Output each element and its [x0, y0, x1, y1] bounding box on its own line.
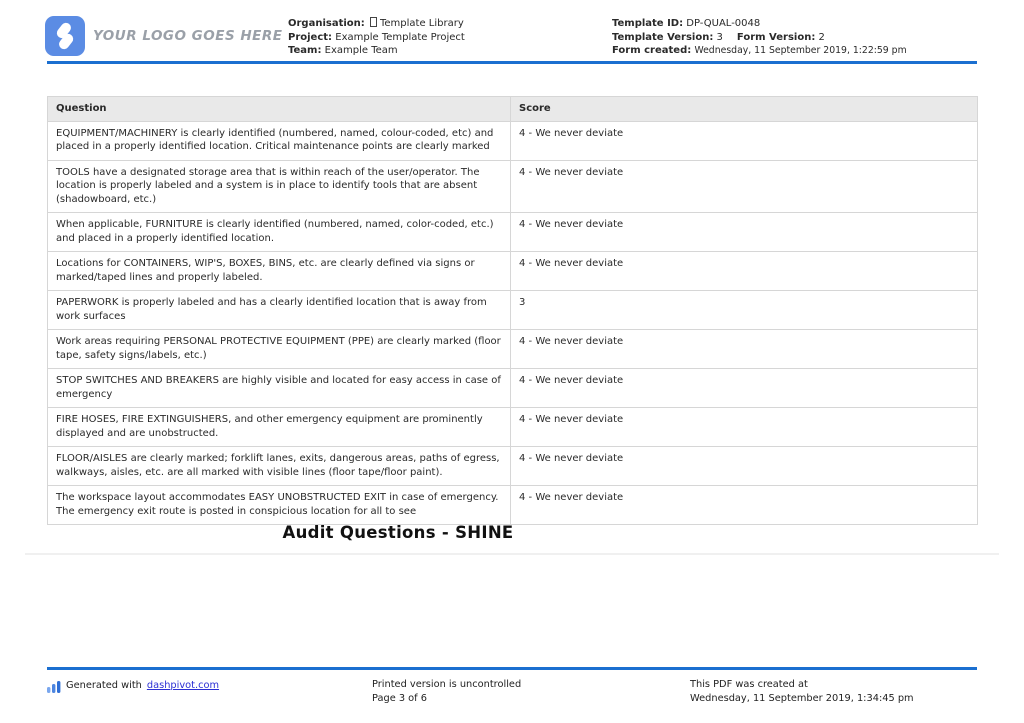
page-number-text: Page 3 of 6 — [372, 693, 427, 704]
organisation-label: Organisation: — [288, 18, 365, 29]
score-cell: 4 - We never deviate — [511, 252, 978, 291]
table-row — [48, 447, 978, 486]
project-line — [288, 31, 465, 45]
logo — [45, 16, 283, 56]
question-cell: PAPERWORK is properly labeled and has a clearly identified location that is away from work surfaces — [48, 291, 511, 330]
team-label: Team: — [288, 45, 322, 56]
team-value: Example Team — [324, 45, 398, 56]
project-value: Example Template Project — [335, 31, 465, 43]
generated-with-text: Generated with — [66, 680, 142, 691]
header-template-info — [612, 17, 907, 58]
dashpivot-link[interactable]: dashpivot.com — [146, 680, 220, 691]
table-row — [48, 291, 978, 330]
footer-generated — [47, 679, 219, 693]
question-cell: TOOLS have a designated storage area that is within reach of the user/operator. The location is properly labeled and a system is in place to identify tools that are absent (shadowboard, etc.) — [48, 160, 511, 213]
template-id-value: DP-QUAL-0048 — [686, 18, 761, 29]
logo-placeholder-text: YOUR LOGO GOES HERE — [93, 28, 283, 44]
section-title: Audit Questions - SHINE — [282, 523, 514, 542]
table-row — [48, 486, 978, 525]
bar-chart-icon — [47, 680, 61, 693]
table-row — [48, 213, 978, 252]
missing-character-box — [370, 17, 377, 27]
form-created-line — [612, 44, 907, 58]
template-version-label: Template Version: — [612, 31, 714, 43]
table-row — [48, 121, 978, 160]
pdf-created-label: This PDF was created at — [690, 679, 808, 690]
question-cell: Locations for CONTAINERS, WIP'S, BOXES, BINS, etc. are clearly defined via signs or marked/taped lines and properly labeled. — [48, 252, 511, 291]
footer-rule — [47, 667, 977, 670]
pdf-created-timestamp: Wednesday, 11 September 2019, 1:34:45 pm — [690, 693, 914, 704]
audit-questions-table — [47, 96, 978, 525]
form-created-value: Wednesday, 11 September 2019, 1:22:59 pm — [694, 45, 907, 56]
table-row — [48, 369, 978, 408]
template-version-value: 3 — [716, 31, 723, 43]
section-divider — [25, 553, 999, 555]
template-id-line — [612, 17, 907, 31]
header-project-info — [288, 17, 465, 58]
versions-line — [612, 31, 907, 45]
template-id-label: Template ID: — [612, 18, 684, 29]
question-cell: STOP SWITCHES AND BREAKERS are highly visible and located for easy access in case of emergency — [48, 369, 511, 408]
score-cell: 4 - We never deviate — [511, 486, 978, 525]
table-row — [48, 160, 978, 213]
question-cell: When applicable, FURNITURE is clearly identified (numbered, named, color-coded, etc.) and placed in a properly identified location. — [48, 213, 511, 252]
question-cell: FIRE HOSES, FIRE EXTINGUISHERS, and other emergency equipment are prominently displayed and are unobstructed. — [48, 408, 511, 447]
logo-icon — [45, 16, 85, 56]
score-cell: 4 - We never deviate — [511, 408, 978, 447]
question-cell: FLOOR/AISLES are clearly marked; forklift lanes, exits, dangerous areas, paths of egress, walkways, aisles, etc. are all marked with visible lines (floor tape/floor paint). — [48, 447, 511, 486]
score-cell: 4 - We never deviate — [511, 121, 978, 160]
score-cell: 4 - We never deviate — [511, 330, 978, 369]
score-cell: 3 — [511, 291, 978, 330]
score-cell: 4 - We never deviate — [511, 160, 978, 213]
team-line — [288, 44, 465, 58]
table-header-row — [48, 97, 978, 122]
question-column-header: Question — [48, 97, 511, 122]
score-column-header: Score — [511, 97, 978, 122]
question-cell: The workspace layout accommodates EASY UNOBSTRUCTED EXIT in case of emergency. The emergency exit route is posted in conspicious location for all to see — [48, 486, 511, 525]
organisation-value: Template Library — [379, 18, 464, 29]
table-row — [48, 330, 978, 369]
score-cell: 4 - We never deviate — [511, 213, 978, 252]
question-cell: Work areas requiring PERSONAL PROTECTIVE EQUIPMENT (PPE) are clearly marked (floor tape, safety signs/labels, etc.) — [48, 330, 511, 369]
project-label: Project: — [288, 31, 333, 43]
printed-version-text: Printed version is uncontrolled — [372, 679, 522, 690]
header-rule — [47, 61, 977, 64]
table-row — [48, 408, 978, 447]
score-cell: 4 - We never deviate — [511, 447, 978, 486]
footer-created-info — [690, 678, 914, 706]
table-row — [48, 252, 978, 291]
form-version-value: 2 — [818, 31, 825, 43]
form-created-label: Form created: — [612, 45, 692, 56]
footer-printed-info — [372, 678, 521, 706]
organisation-line — [288, 17, 465, 31]
form-version-label: Form Version: — [736, 31, 816, 43]
question-cell: EQUIPMENT/MACHINERY is clearly identified (numbered, named, colour-coded, etc) and placed in a properly identified location. Critical maintenance points are clearly marked — [48, 121, 511, 160]
score-cell: 4 - We never deviate — [511, 369, 978, 408]
